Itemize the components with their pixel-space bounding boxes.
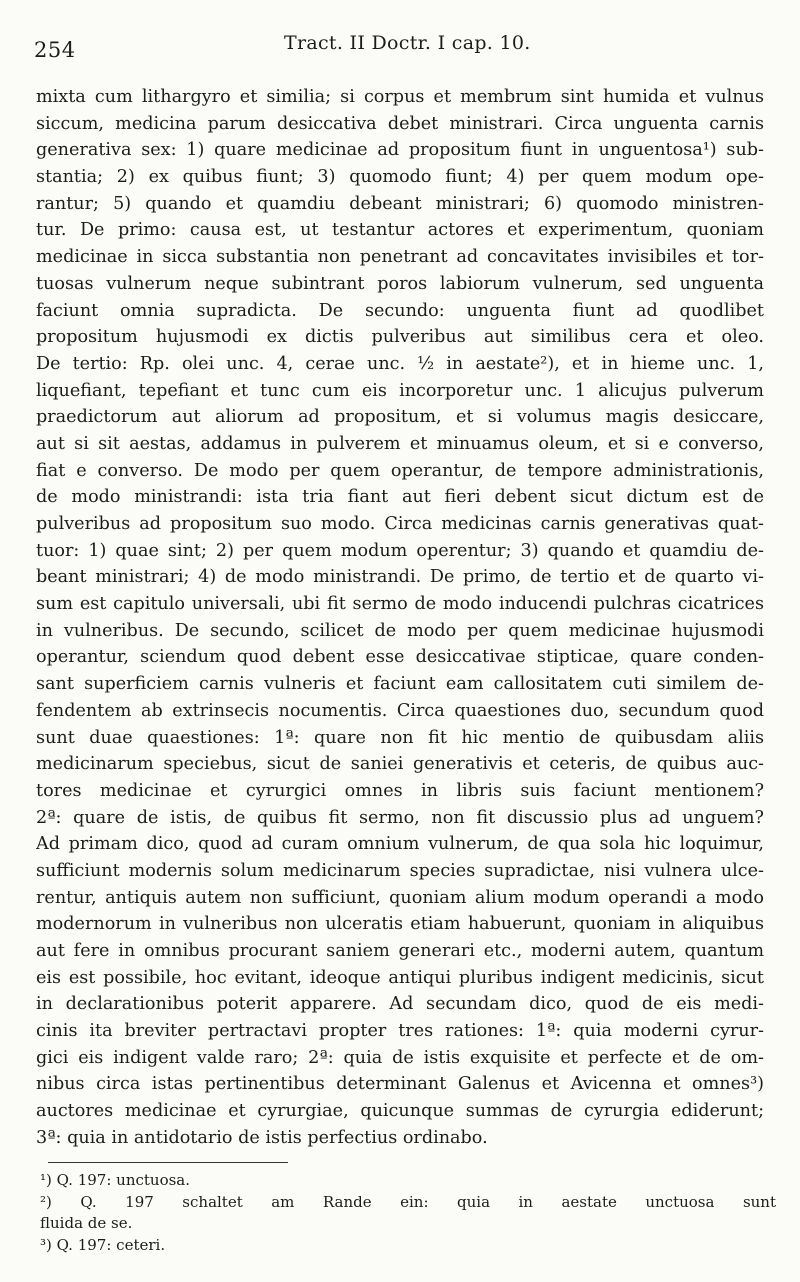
text-line: aut fere in omnibus procurant saniem generari etc., moderni autem, quantum [36,941,764,961]
text-line: tores medicinae et cyrurgici omnes in libris suis faciunt mentionem? [36,780,764,801]
text-line: fiat e converso. De modo per quem operantur, de tempore administrationis, [36,460,764,481]
text-line: modernorum in vulneribus non ulceratis etiam habuerunt, quoniam in aliquibus [36,914,764,935]
text-line: medicinarum speciebus, sicut de saniei generativis et ceteris, de quibus auc- [36,754,764,775]
text-line: rentur, antiquis autem non sufficiunt, quoniam alium modum operandi a modo [36,887,764,908]
text-line: De tertio: Rp. olei unc. 4, cerae unc. ½ in aestate²), et in hieme unc. 1, [36,353,764,374]
text-line: mixta cum lithargyro et similia; si corpus et membrum sint humida et vulnus [36,87,764,107]
page-number: 254 [34,38,76,62]
text-line: propositum hujusmodi ex dictis pulveribus aut similibus cera et oleo. [36,327,764,348]
text-line: 3ª: quia in antidotario de istis perfectius ordinabo. [36,1127,488,1148]
text-line: faciunt omnia supradicta. De secundo: unguenta fiunt ad quodlibet [36,300,764,321]
text-line: auctores medicinae et cyrurgiae, quicunque summas de cyrurgia ediderunt; [36,1101,764,1122]
text-line: sunt duae quaestiones: 1ª: quare non fit hic mentio de quibusdam aliis [36,727,764,748]
text-line: eis est possibile, hoc evitant, ideoque antiqui pluribus indigent medicinis, sicut [36,967,764,988]
text-line: generativa sex: 1) quare medicinae ad propositum fiunt in unguentosa¹) sub- [36,140,764,161]
text-line: beant ministrari; 4) de modo ministrandi. De primo, de tertio et de quarto vi- [36,567,764,588]
running-head: Tract. II Doctr. I cap. 10. [284,32,531,54]
text-line: fendentem ab extrinsecis nocumentis. Circa quaestiones duo, secundum quod [36,700,764,721]
text-line: aut si sit aestas, addamus in pulverem et minuamus oleum, et si e converso, [36,433,764,454]
text-line: 2ª: quare de istis, de quibus fit sermo, non fit discussio plus ad unguem? [36,807,764,828]
text-line: de modo ministrandi: ista tria fiant aut fieri debent sicut dictum est de [36,487,764,508]
text-line: liquefiant, tepefiant et tunc cum eis incorporetur unc. 1 alicujus pulverum [36,380,764,401]
text-line: praedictorum aut aliorum ad propositum, et si volumus magis desiccare, [36,407,764,428]
text-line: pulveribus ad propositum suo modo. Circa medicinas carnis generativas quat- [36,514,764,534]
text-line: Ad primam dico, quod ad curam omnium vulnerum, de qua sola hic loquimur, [36,834,764,855]
footnote: ²) Q. 197 schaltet am Rande ein: quia in aestate unctuosa sunt [40,1192,776,1211]
text-line: sufficiunt modernis solum medicinarum species supradictae, nisi vulnera ulce- [36,860,764,881]
text-line: operantur, sciendum quod debent esse desiccativae stipticae, quare conden- [36,647,764,668]
footnote-continuation: fluida de se. [40,1214,133,1232]
text-line: medicinae in sicca substantia non penetrant ad concavitates invisibiles et tor- [36,247,764,268]
footnotes [40,1170,776,1256]
text-line: gici eis indigent valde raro; 2ª: quia de istis exquisite et perfecte et de om- [36,1047,764,1068]
text-line: rantur; 5) quando et quamdiu debeant ministrari; 6) quomodo ministren- [36,193,764,214]
body-text [36,84,764,1152]
text-line: sant superficiem carnis vulneris et faciunt eam callositatem cuti similem de- [36,674,764,695]
text-line: nibus circa istas pertinentibus determinant Galenus et Avicenna et omnes³) [36,1074,764,1095]
text-line: tur. De primo: causa est, ut testantur actores et experimentum, quoniam [36,220,764,241]
text-line: siccum, medicina parum desiccativa debet ministrari. Circa unguenta carnis [36,113,764,134]
footnote: ³) Q. 197: ceteri. [40,1235,166,1254]
page-header [34,30,760,60]
text-line: tuosas vulnerum neque subintrant poros labiorum vulnerum, sed unguenta [36,273,764,294]
footnote: ¹) Q. 197: unctuosa. [40,1171,191,1189]
text-line: sum est capitulo universali, ubi fit sermo de modo inducendi pulchras cicatrices [36,594,764,615]
text-line: tuor: 1) quae sint; 2) per quem modum operentur; 3) quando et quamdiu de- [36,540,764,561]
text-line: in vulneribus. De secundo, scilicet de modo per quem medicinae hujusmodi [36,620,764,641]
text-line: in declarationibus poterit apparere. Ad secundam dico, quod de eis medi- [36,994,764,1015]
footnote-divider [48,1162,288,1163]
text-line: cinis ita breviter pertractavi propter tres rationes: 1ª: quia moderni cyrur- [36,1021,764,1042]
text-line: stantia; 2) ex quibus fiunt; 3) quomodo fiunt; 4) per quem modum ope- [36,167,764,188]
